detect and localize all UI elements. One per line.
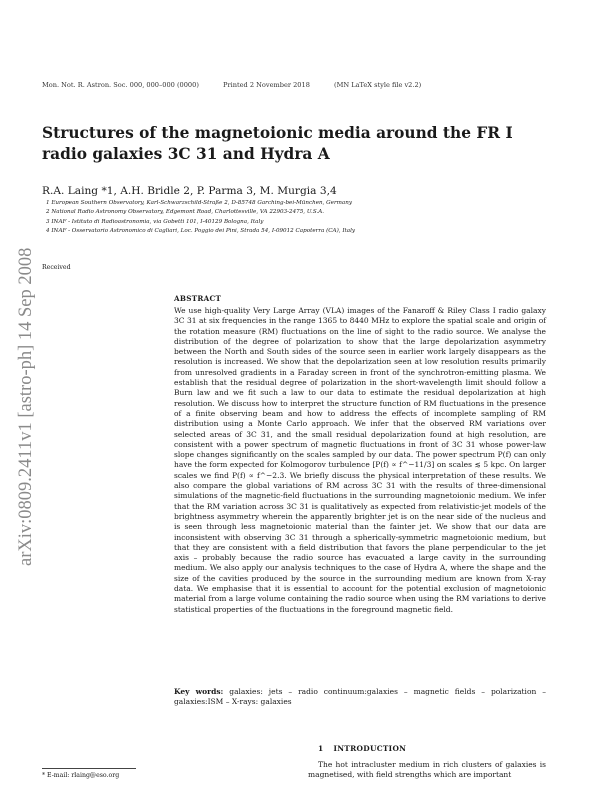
- style-file: (MN LaTeX style file v2.2): [334, 81, 422, 89]
- received-line: Received: [42, 264, 71, 271]
- abstract-body: We use high-quality Very Large Array (VLA) images of the Fanaroff & Riley Class I radio galaxy 3C 31 at six frequencies in the range 1365 to 8440 MHz to explore the spatial scale and origin of the rotation measure (RM) fluctuations on the line of sight to the radio source. We analyse the distribution of the degree of polarization to show that the large depolarization asymmetry between the North and South sides of the source seen in earlier work largely disappears as the resolution is increased. We show that the depolarization seen at low resolution results primarily from unresolved gradients in a Faraday screen in front of the synchrotron-emitting plasma. We establish that the residual degree of polarization in the short-wavelength limit should follow a Burn law and we fit such a law to our data to estimate the residual depolarization at high resolution. We discuss how to interpret the structure function of RM fluctuations in the presence of a finite observing beam and how to address the effects of incomplete sampling of RM distribution using a Monte Carlo approach. We infer that the observed RM variations over selected areas of 3C 31, and the small residual depolarization found at high resolution, are consistent with a power spectrum of magnetic fluctuations in front of 3C 31 whose power-law slope changes significantly on the scales sampled by our data. The power spectrum P(f) can only have the form expected for Kolmogorov turbulence [P(f) ∝ f^−11/3] on scales ≲ 5 kpc. On larger scales we find P(f) ∝ f^−2.3. We briefly discuss the physical interpretation of these results. We also compare the global variations of RM across 3C 31 with the results of three-dimensional simulations of the magnetic-field fluctuations in the surrounding magnetoionic medium. We infer that the RM variation across 3C 31 is qualitatively as expected from relativistic-jet models of the brightness asymmetry wherein the apparently brighter jet is on the near side of the nucleus and is seen through less magnetoionic material than the fainter jet. We show that our data are inconsistent with observing 3C 31 through a spherically-symmetric magnetoionic medium, but that they are consistent with a field distribution that favors the plane perpendicular to the jet axis – probably because the radio source has evacuated a large cavity in the surrounding medium. We also apply our analysis techniques to the case of Hydra A, where the shape and the size of the cavities produced by the source in the surrounding medium are known from X-ray data. We emphasise that it is essential to account for the potential exclusion of magnetoionic material from a large volume containing the radio source when using the RM variations to derive statistical properties of the fluctuations in the foreground magnetic field.: [174, 306, 546, 614]
- abstract-heading: ABSTRACT: [174, 294, 222, 303]
- print-date: Printed 2 November 2018: [223, 81, 310, 89]
- section-number: 1: [318, 744, 324, 753]
- keywords-text: galaxies: jets – radio continuum:galaxies – magnetic fields – polarization – galaxies:ISM – X-rays: galaxies: [174, 687, 546, 707]
- affiliation-2: 2 National Radio Astronomy Observatory, Edgemont Road, Charlottesville, VA 22903-2475, U.S.A.: [46, 209, 325, 216]
- affiliation-3: 3 INAF - Istituto di Radioastronomia, via Gobetti 101, I-40129 Bologna, Italy: [46, 218, 264, 225]
- section-title: INTRODUCTION: [333, 744, 407, 753]
- footnote-rule: [42, 768, 136, 769]
- footnote-email: * E-mail: rlaing@eso.org: [42, 772, 120, 779]
- keywords: [174, 687, 546, 708]
- paper-title: Structures of the magnetoionic media around the FR I radio galaxies 3C 31 and Hydra A: [42, 124, 513, 163]
- affiliation-1: 1 European Southern Observatory, Karl-Schwarzschild-Straße 2, D-85748 Garching-bei-München, Germany: [46, 200, 353, 206]
- arxiv-side-stamp: arXiv:0809.2411v1 [astro-ph] 14 Sep 2008: [16, 247, 36, 566]
- running-header: [42, 81, 443, 89]
- affiliations: [46, 199, 506, 237]
- section-heading: [318, 744, 406, 753]
- introduction-text: The hot intracluster medium in rich clusters of galaxies is magnetised, with field strengths which are important: [308, 760, 546, 780]
- affiliation-4: 4 INAF - Osservatorio Astronomico di Cagliari, Loc. Poggio dei Pini, Strada 54, I-09012 Capoterra (CA), Italy: [46, 228, 356, 235]
- journal-citation: Mon. Not. R. Astron. Soc. 000, 000–000 (0000): [42, 81, 199, 89]
- keywords-label: Key words:: [174, 687, 224, 696]
- author-list: R.A. Laing *1, A.H. Bridle 2, P. Parma 3, M. Murgia 3,4: [42, 185, 337, 197]
